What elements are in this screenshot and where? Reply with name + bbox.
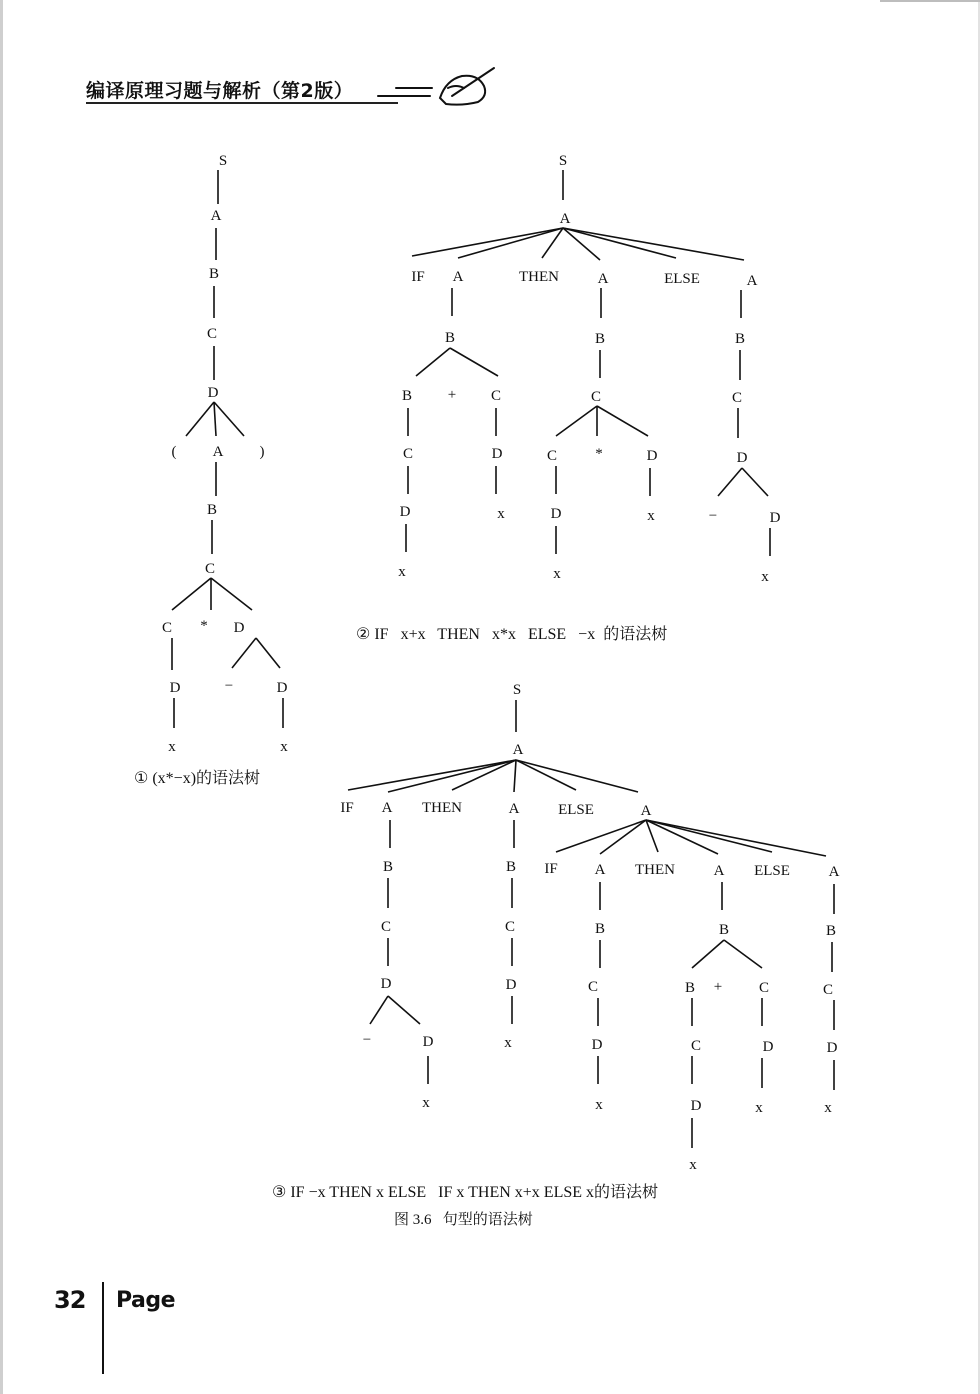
node-label: D: [233, 620, 245, 636]
node-label: D: [422, 1034, 434, 1050]
node-label: B: [444, 330, 456, 346]
node-label: B: [382, 859, 394, 875]
node-label: C: [822, 982, 834, 998]
node-label: B: [718, 922, 730, 938]
node-label: (: [171, 444, 177, 460]
node-label: IF: [340, 800, 354, 816]
node-label: D: [769, 510, 781, 526]
node-label: D: [380, 976, 392, 992]
node-label: B: [734, 331, 746, 347]
footer-divider: [102, 1282, 104, 1374]
figure-caption: 图 3.6 句型的语法树: [394, 1212, 533, 1228]
node-label: THEN: [422, 800, 462, 816]
node-label: B: [206, 502, 218, 518]
node-label: A: [828, 864, 840, 880]
node-label: x: [553, 566, 561, 582]
node-label: *: [595, 446, 603, 462]
node-label: A: [597, 271, 609, 287]
node-label: C: [206, 326, 218, 342]
node-label: D: [826, 1040, 838, 1056]
node-label: C: [590, 389, 602, 405]
node-label: D: [550, 506, 562, 522]
node-label: D: [762, 1039, 774, 1055]
node-label: *: [200, 618, 208, 634]
node-label: IF: [544, 861, 558, 877]
node-label: C: [690, 1038, 702, 1054]
node-label: B: [208, 266, 220, 282]
node-label: A: [512, 742, 524, 758]
node-label: −: [362, 1032, 372, 1048]
node-label: B: [505, 859, 517, 875]
node-label: A: [452, 269, 464, 285]
tree3-labels: [340, 682, 839, 1173]
node-label: C: [587, 979, 599, 995]
node-label: x: [504, 1035, 512, 1051]
tree3-edges: [348, 700, 837, 1148]
node-label: C: [504, 919, 516, 935]
node-label: S: [512, 682, 522, 698]
tree2-labels: [398, 153, 780, 585]
tree1-edges: [169, 170, 283, 728]
node-label: A: [508, 801, 520, 817]
node-label: C: [546, 448, 558, 464]
node-label: −: [708, 508, 718, 524]
pen-hand-icon: [378, 68, 494, 105]
tree1-caption: ① (x*−x)的语法树: [134, 770, 261, 787]
node-label: C: [731, 390, 743, 406]
node-label: S: [558, 153, 568, 169]
node-label: B: [684, 980, 696, 996]
node-label: A: [640, 803, 652, 819]
node-label: C: [758, 980, 770, 996]
node-label: A: [210, 208, 222, 224]
node-label: x: [497, 506, 505, 522]
tree-labels: [162, 153, 840, 1173]
node-label: ELSE: [664, 271, 700, 287]
node-label: x: [761, 569, 769, 585]
node-label: A: [746, 273, 758, 289]
tree2-caption: ② IF x+x THEN x*x ELSE −x 的语法树: [356, 626, 668, 643]
node-label: D: [491, 446, 503, 462]
node-label: x: [755, 1100, 763, 1116]
tree-edges: [169, 170, 837, 1148]
node-label: +: [713, 979, 723, 995]
node-label: x: [647, 508, 655, 524]
node-label: x: [595, 1097, 603, 1113]
node-label: −: [224, 678, 234, 694]
node-label: C: [204, 561, 216, 577]
node-label: x: [398, 564, 406, 580]
node-label: C: [402, 446, 414, 462]
node-label: D: [399, 504, 411, 520]
node-label: x: [689, 1157, 697, 1173]
node-label: D: [690, 1098, 702, 1114]
page-word: Page: [116, 1288, 176, 1313]
tree1-labels: [162, 153, 288, 755]
node-label: A: [713, 863, 725, 879]
node-label: B: [594, 921, 606, 937]
node-label: C: [380, 919, 392, 935]
node-label: THEN: [635, 862, 675, 878]
node-label: THEN: [519, 269, 559, 285]
node-label: B: [825, 923, 837, 939]
header-title: 编译原理习题与解析（第2版）: [86, 80, 354, 102]
node-label: D: [646, 448, 658, 464]
tree2-edges: [406, 170, 770, 556]
node-label: A: [594, 862, 606, 878]
node-label: ): [259, 444, 265, 460]
node-label: A: [381, 800, 393, 816]
node-label: ELSE: [754, 863, 790, 879]
node-label: x: [824, 1100, 832, 1116]
node-label: S: [218, 153, 228, 169]
node-label: x: [168, 739, 176, 755]
node-label: C: [161, 620, 173, 636]
node-label: D: [505, 977, 517, 993]
node-label: IF: [411, 269, 425, 285]
tree3-caption: ③ IF −x THEN x ELSE IF x THEN x+x ELSE x的语法树: [272, 1184, 659, 1201]
node-label: +: [447, 387, 457, 403]
node-label: C: [490, 388, 502, 404]
node-label: D: [207, 385, 219, 401]
node-label: D: [169, 680, 181, 696]
node-label: A: [212, 444, 224, 460]
node-label: B: [594, 331, 606, 347]
node-label: A: [559, 211, 571, 227]
node-label: x: [422, 1095, 430, 1111]
node-label: D: [591, 1037, 603, 1053]
node-label: B: [401, 388, 413, 404]
node-label: D: [736, 450, 748, 466]
page-number: 32: [54, 1286, 86, 1314]
node-label: D: [276, 680, 288, 696]
node-label: ELSE: [558, 802, 594, 818]
node-label: x: [280, 739, 288, 755]
